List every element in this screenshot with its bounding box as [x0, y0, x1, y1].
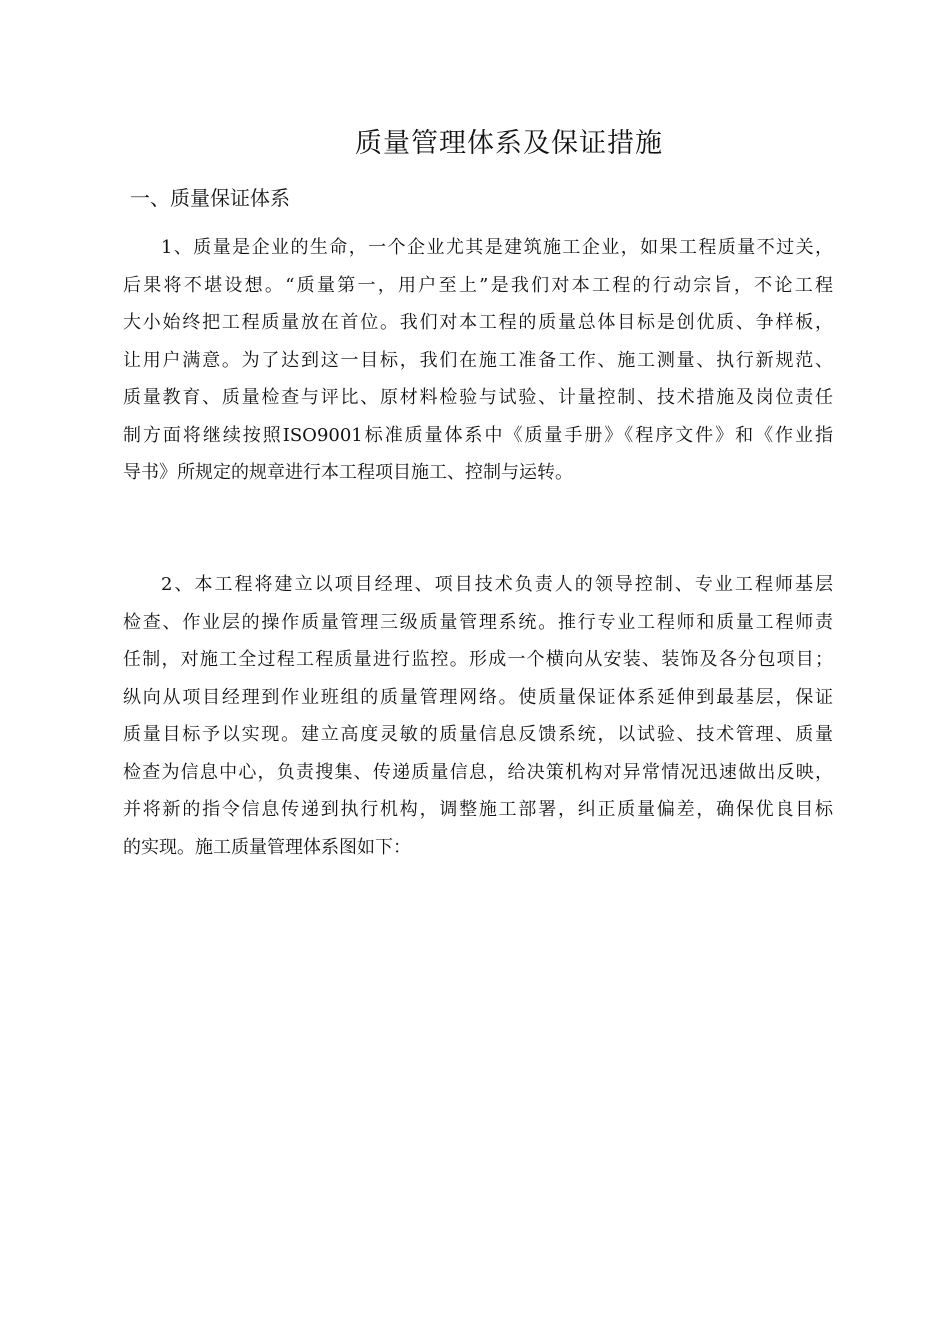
paragraph-line: 1、质量是企业的生命，一个企业尤其是建筑施工企业，如果工程质量不过关， [161, 237, 833, 258]
paragraph-line: 后果将不堪设想。“质量第一，用户至上”是我们对本工程的行动宗旨，不论工程 [123, 274, 833, 296]
paragraph-line: 2、本工程将建立以项目经理、项目技术负责人的领导控制、专业工程师基层 [161, 574, 833, 595]
paragraph-line: 并将新的指令信息传递到执行机构，调整施工部署，纠正质量偏差，确保优良目标 [123, 799, 833, 820]
paragraph-line: 的实现。施工质量管理体系图如下： [123, 836, 411, 858]
paragraph-line: 纵向从项目经理到作业班组的质量管理网络。使质量保证体系延伸到最基层，保证 [123, 686, 833, 708]
paragraph-line: 质量目标予以实现。建立高度灵敏的质量信息反馈系统，以试验、技术管理、质量 [123, 724, 833, 745]
document-title: 质量管理体系及保证措施 [355, 128, 663, 159]
paragraph-line: 质量教育、质量检查与评比、原材料检验与试验、计量控制、技术措施及岗位责任 [123, 387, 833, 408]
paragraph-line: 导书》所规定的规章进行本工程项目施工、控制与运转。 [123, 462, 573, 483]
paragraph-line: 大小始终把工程质量放在首位。我们对本工程的质量总体目标是创优质、争样板， [123, 312, 833, 333]
paragraph-line: 检查为信息中心，负责搜集、传递质量信息，给决策机构对异常情况迅速做出反映， [123, 761, 833, 783]
section-heading: 一、质量保证体系 [130, 186, 290, 210]
paragraph-1 [123, 229, 833, 492]
paragraph-line: 任制，对施工全过程工程质量进行监控。形成一个横向从安装、装饰及各分包项目； [123, 649, 833, 670]
paragraph-2 [123, 566, 833, 866]
paragraph-line: 让用户满意。为了达到这一目标，我们在施工准备工作、施工测量、执行新规范、 [123, 349, 833, 371]
paragraph-line: 检查、作业层的操作质量管理三级质量管理系统。推行专业工程师和质量工程师责 [123, 611, 833, 633]
paragraph-line: 制方面将继续按照ISO9001标准质量体系中《质量手册》《程序文件》和《作业指 [123, 424, 833, 446]
